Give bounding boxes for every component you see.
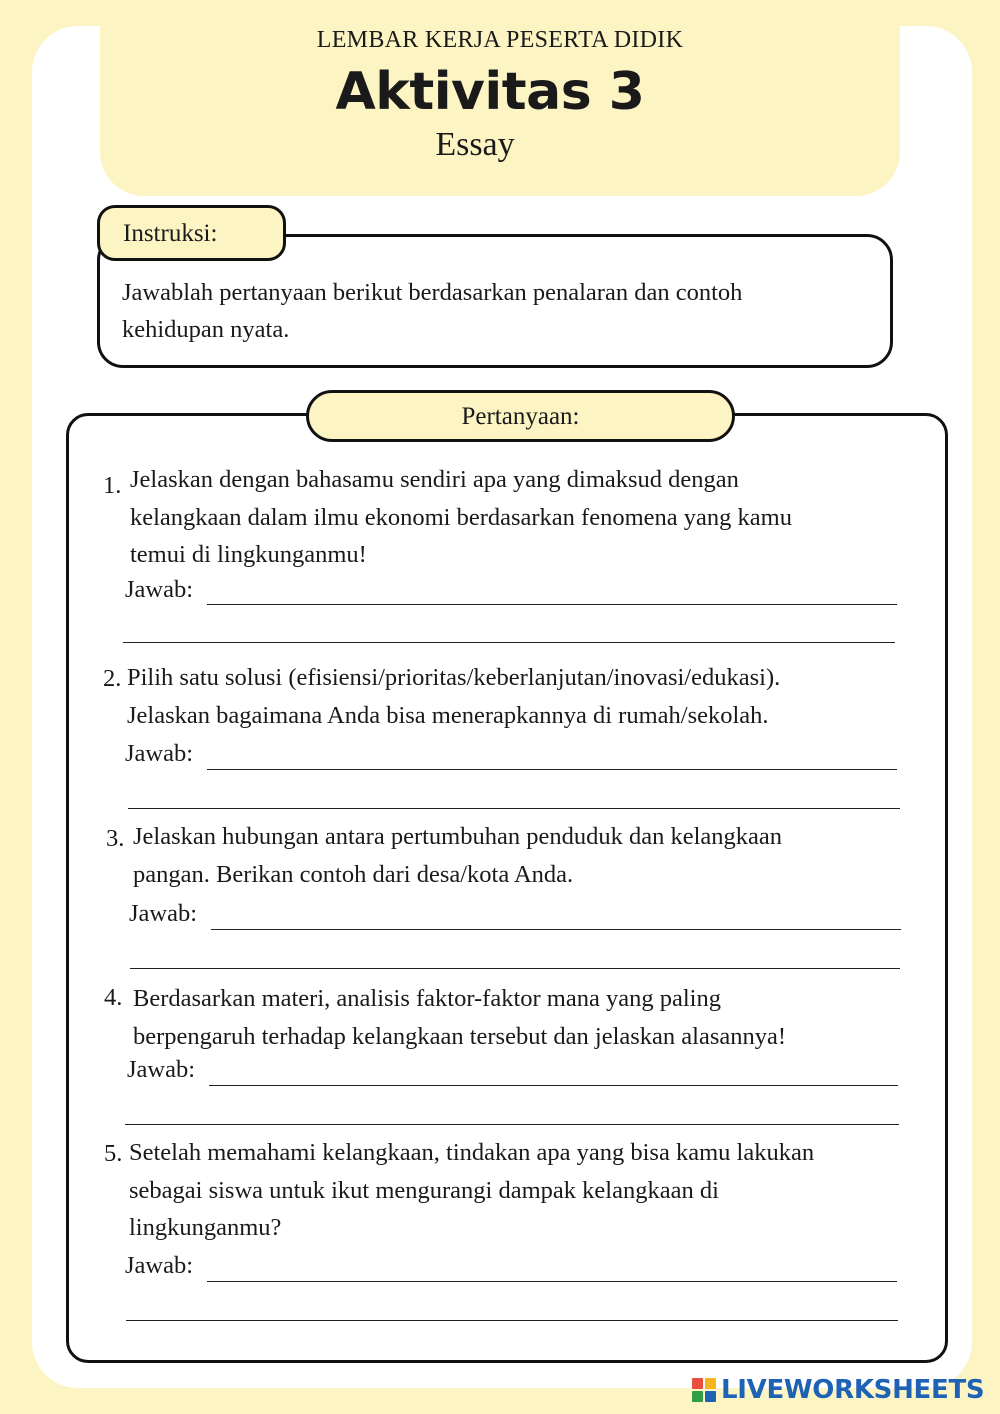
question-line: berpengaruh terhadap kelangkaan tersebut dan jelaskan alasannya! (133, 1022, 787, 1050)
question-number: 1. (103, 472, 122, 499)
brand-name: LIVEWORKSHEETS (721, 1375, 985, 1405)
question-line: Jelaskan bagaimana Anda bisa menerapkannya di rumah/sekolah. (127, 701, 769, 729)
instructions-text (122, 274, 862, 348)
question-number: 5. (104, 1140, 123, 1167)
question-number: 4. (104, 984, 123, 1011)
question-text (129, 1134, 909, 1247)
answer-label: Jawab: (125, 740, 194, 767)
answer-line[interactable] (207, 769, 897, 770)
page-title: Aktivitas 3 (335, 62, 645, 122)
answer-line[interactable] (207, 604, 897, 605)
question-line: Pilih satu solusi (efisiensi/prioritas/keberlanjutan/inovasi/edukasi). (127, 664, 781, 691)
question-line: pangan. Berikan contoh dari desa/kota Anda. (133, 860, 574, 888)
question-line: Jelaskan dengan bahasamu sendiri apa yang dimaksud dengan (130, 466, 739, 493)
question-line: kelangkaan dalam ilmu ekonomi berdasarkan fenomena yang kamu (130, 503, 792, 531)
question-number: 3. (106, 825, 125, 852)
answer-line[interactable] (209, 1085, 898, 1086)
answer-label: Jawab: (127, 1056, 196, 1083)
question-line: temui di lingkunganmu! (130, 541, 367, 568)
answer-line[interactable] (123, 642, 895, 643)
question-line: lingkunganmu? (129, 1214, 282, 1241)
logo-grid-icon (692, 1378, 716, 1402)
question-text (133, 980, 913, 1055)
question-line: Setelah memahami kelangkaan, tindakan apa yang bisa kamu lakukan (129, 1139, 815, 1166)
questions-tab: Pertanyaan: (306, 390, 735, 442)
answer-line[interactable] (130, 968, 900, 969)
answer-label: Jawab: (125, 576, 194, 603)
answer-line[interactable] (207, 1281, 897, 1282)
question-text (127, 659, 907, 734)
answer-line[interactable] (126, 1320, 898, 1321)
answer-label: Jawab: (129, 900, 198, 927)
question-text (133, 818, 913, 893)
instructions-line: kehidupan nyata. (122, 316, 290, 343)
instructions-tab: Instruksi: (97, 205, 286, 261)
page-subtitle: Essay (435, 126, 515, 163)
answer-line[interactable] (211, 929, 901, 930)
question-line: Berdasarkan materi, analisis faktor-faktor mana yang paling (133, 985, 721, 1012)
liveworksheets-logo[interactable] (692, 1376, 984, 1404)
instructions-line: Jawablah pertanyaan berikut berdasarkan penalaran dan contoh (122, 279, 743, 306)
answer-line[interactable] (125, 1124, 899, 1125)
question-number: 2. (103, 665, 122, 692)
question-line: Jelaskan hubungan antara pertumbuhan penduduk dan kelangkaan (133, 823, 783, 850)
answer-line[interactable] (128, 808, 900, 809)
answer-label: Jawab: (125, 1252, 194, 1279)
question-text (130, 461, 910, 574)
worksheet-kicker: LEMBAR KERJA PESERTA DIDIK (316, 27, 684, 53)
question-line: sebagai siswa untuk ikut mengurangi dampak kelangkaan di (129, 1176, 719, 1204)
